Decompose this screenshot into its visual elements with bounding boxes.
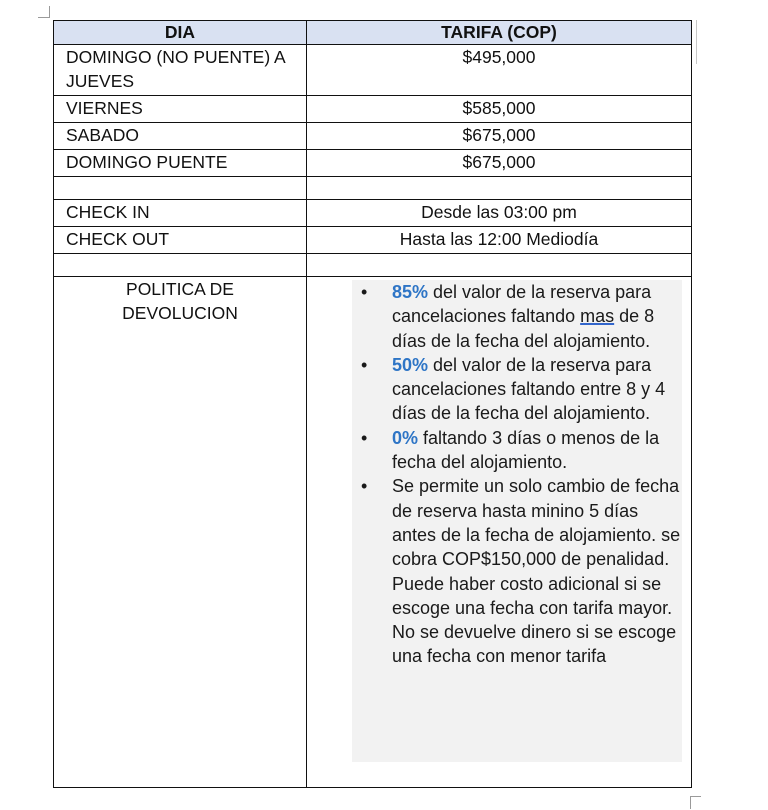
page-corner-mark-top: [38, 6, 50, 18]
rate-row-friday: [54, 96, 692, 123]
check-in-value: Desde las 03:00 pm: [307, 200, 692, 227]
refund-policy-list: [352, 280, 682, 669]
rate-row-value: $495,000: [307, 45, 692, 96]
policy-text: faltando 3 días o menos de la fecha del alojamiento.: [392, 427, 660, 473]
policy-percent: 0%: [392, 427, 419, 448]
policy-text: Se permite un solo cambio de fecha de reserva hasta minino 5 días antes de la fecha de alojamiento. se cobra COP$150,000 de penalidad. Puede haber costo adicional si se escoge una fecha con tarifa mayor. No se devuelve dinero si se escoge una fecha con menor tarifa: [392, 476, 681, 667]
bullet-icon: •: [361, 354, 368, 375]
check-in-row: [54, 200, 692, 227]
empty-cell: [54, 177, 307, 200]
check-in-label: CHECK IN: [54, 200, 307, 227]
rate-row-day: DOMINGO PUENTE: [54, 150, 307, 177]
bullet-icon: •: [361, 427, 368, 448]
table-header-row: [54, 21, 692, 45]
rates-table: [53, 20, 692, 788]
policy-percent: 85%: [392, 282, 429, 302]
empty-cell: [307, 254, 692, 277]
empty-cell: [307, 177, 692, 200]
policy-text: de 8 días de la fecha del alojamiento.: [392, 306, 655, 351]
rate-row-day: SABADO: [54, 123, 307, 150]
refund-policy-row: [54, 277, 692, 788]
empty-row: [54, 254, 692, 277]
refund-policy-panel: [352, 280, 682, 762]
page-corner-mark-bottom: [690, 796, 701, 809]
rate-row-sun-thu: [54, 45, 692, 96]
spellcheck-word: mas: [580, 306, 615, 327]
rate-row-saturday: [54, 123, 692, 150]
header-rate: TARIFA (COP): [307, 21, 692, 45]
policy-text: del valor de la reserva para cancelaciones faltando entre 8 y 4 días de la fecha del alojamiento.: [392, 354, 666, 424]
rate-row-day: VIERNES: [54, 96, 307, 123]
policy-percent: 50%: [392, 354, 429, 375]
policy-item-50: [352, 353, 682, 426]
refund-policy-cell: [307, 277, 692, 788]
policy-text: del valor de la reserva para cancelaciones faltando: [392, 282, 652, 327]
header-day: DIA: [54, 21, 307, 45]
policy-item-85: [352, 280, 682, 353]
policy-item-date-change: [352, 474, 682, 668]
policy-item-0: [352, 426, 682, 475]
check-out-label: CHECK OUT: [54, 227, 307, 254]
table-edge-mark: [696, 20, 697, 64]
check-out-value: Hasta las 12:00 Mediodía: [307, 227, 692, 254]
rate-row-value: $585,000: [307, 96, 692, 123]
rate-row-value: $675,000: [307, 123, 692, 150]
check-out-row: [54, 227, 692, 254]
bullet-icon: •: [361, 282, 368, 302]
rate-row-holiday-sunday: [54, 150, 692, 177]
empty-cell: [54, 254, 307, 277]
rate-row-value: $675,000: [307, 150, 692, 177]
rate-row-day: DOMINGO (NO PUENTE) A JUEVES: [54, 45, 307, 96]
bullet-icon: •: [361, 476, 368, 497]
refund-policy-label: POLITICA DE DEVOLUCION: [54, 277, 307, 788]
empty-row: [54, 177, 692, 200]
